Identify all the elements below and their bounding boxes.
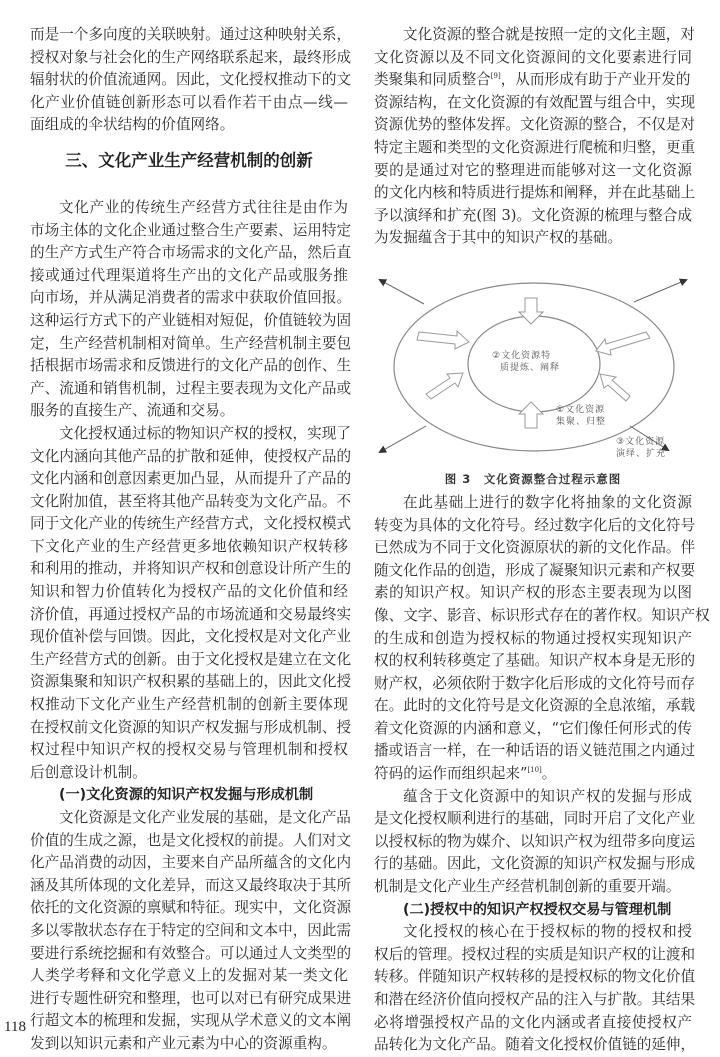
- paragraph-resources: [30, 807, 352, 1056]
- text-line: 行超文本的梳理和发掘，实现从学术意义的文本阐: [30, 1012, 352, 1030]
- text-line: 济价值，再通过授权产品的市场流通和交易最终实: [30, 605, 352, 623]
- text-line: 播或语言一样，在一种话语的语义链范围之内通过: [374, 742, 696, 760]
- text-line: 括根据市场需求和反馈进行的文化产品的创作、生: [30, 357, 352, 375]
- figure-3-diagram: [374, 264, 692, 464]
- text-line: 文化产业的传统生产经营方式往往是由作为: [59, 198, 348, 216]
- label-line: ③文化资源: [616, 436, 666, 447]
- text-line: 财产权，必须依附于数字化后形成的文化符号而存: [374, 674, 696, 692]
- paragraph-licensing-core: [374, 921, 696, 1057]
- arrow-out-top-right: [634, 280, 686, 302]
- text-line: 人类学考释和文化学意义上的发掘对某一类文化: [30, 967, 348, 985]
- paragraph-integration: [374, 24, 696, 250]
- text-line: 要进行系统挖掘和有效整合。可以通过人文类型的: [30, 944, 352, 962]
- text-line: 文化资源的整合就是按照一定的文化主题，对: [403, 26, 695, 43]
- text-line: 依托的文化资源的禀赋和特征。现实中，文化资源: [30, 899, 352, 917]
- text-line: 随文化作品的创造，形成了凝聚知识元素和产权要: [374, 561, 696, 579]
- text-line: 化产品消费的动因，主要来自产品所蕴含的文化内: [30, 854, 352, 872]
- paragraph-intro: [30, 24, 352, 137]
- text-line: 同于文化产业的传统生产经营方式，文化授权模式: [30, 515, 352, 533]
- text-line: 是文化授权顺利进行的基础，同时开启了文化产业: [374, 810, 696, 828]
- sub-heading-2: (二)授权中的知识产权授权交易与管理机制: [403, 901, 672, 918]
- paragraph-ip-formation: [374, 786, 696, 899]
- arrow-out-top-left: [380, 280, 424, 304]
- text-line: 品转化为文化产品。随着文化授权价值链的延伸，: [374, 1036, 696, 1054]
- hollow-arrow-right: [596, 332, 650, 355]
- label-line: 演绎、扩充: [616, 448, 667, 459]
- text-line: 文化授权的核心在于授权标的物的授权和授: [403, 923, 692, 941]
- text-line: 的生成和创造为授权标的物通过授权实现知识产: [374, 629, 692, 647]
- text-line: 在。此时的文化符号是文化资源的全息浓缩，承载: [374, 697, 696, 715]
- text-line: [374, 69, 692, 92]
- text-line: 予以演绎和扩充(图 3)。文化资源的梳理与整合成: [374, 206, 692, 224]
- hollow-arrow-left: [417, 331, 469, 349]
- arrow-out-bottom-left: [380, 426, 426, 452]
- text-line: 定，生产经营机制相对简单。生产经营机制主要包: [30, 334, 352, 352]
- section-heading: 三、文化产业生产经营机制的创新: [65, 150, 313, 170]
- hollow-arrow-lower-left: [426, 373, 463, 399]
- text-line: 文化授权通过标的物知识产权的授权，实现了: [59, 424, 351, 442]
- text-line: 生产经营方式的创新。由于文化授权是建立在文化: [30, 650, 352, 668]
- text-line: 下文化产业的生产经营更多地依赖知识产权转移: [30, 537, 348, 555]
- text-line: 价值的生成之源，也是文化授权的前提。人们对文: [30, 831, 352, 849]
- text-line: 后创意设计机制。: [30, 763, 147, 781]
- text-line: 素的知识产权。知识产权的形态主要表现为以图: [374, 584, 692, 602]
- text-line: 必将增强授权产品的文化内涵或者直接使授权产: [374, 1013, 692, 1031]
- text-line: 产、流通和销售机制，过程主要表现为文化产品或: [30, 379, 352, 397]
- text-line: 辐射状的价值流通网。因此，文化授权推动下的文: [30, 71, 352, 89]
- hollow-arrow-lower-right: [600, 374, 630, 401]
- text-line: 多以零散状态存在于特定的空间和文本中，因此需: [30, 921, 352, 939]
- text-line: 文化内涵和创意因素更加凸显，从而提升了产品的: [30, 470, 352, 488]
- right-column: [374, 24, 710, 1057]
- page-number: 118: [4, 1019, 26, 1035]
- text-line: 进行专题性研究和整理，也可以对已有研究成果进: [30, 989, 352, 1007]
- text-line: 发到以知识元素和产业元素为中心的资源重构。: [30, 1034, 337, 1052]
- label-inner-extract: [492, 350, 560, 374]
- text-line: 而是一个多向度的关联映射。通过这种映射关系，: [30, 26, 352, 43]
- text-line: 面组成的伞状结构的价值网络。: [30, 116, 235, 134]
- text-line: 文化内涵向其他产品的扩散和延伸，使授权产品的: [30, 447, 352, 465]
- text-line: 为发掘蕴含于其中的知识产权的基础。: [374, 229, 623, 247]
- text-line: 转移。伴随知识产权转移的是授权标的物文化价值: [374, 968, 696, 986]
- citation-ref[interactable]: [9]: [490, 72, 501, 81]
- text-line: 化产业价值链创新形态可以看作若干由点—线—: [30, 93, 348, 111]
- citation-ref[interactable]: [10]: [527, 766, 542, 775]
- text-fragment: ，从而形成有助于产业开发的: [500, 71, 691, 89]
- text-line: 权过程中知识产权的授权交易与管理机制和授权: [30, 741, 348, 759]
- text-line: 向市场，并从满足消费者的需求中获取价值回报。: [30, 289, 352, 307]
- text-line: 资源结构，在文化资源的有效配置与组合中，实现: [374, 93, 696, 111]
- label-gather: [556, 404, 606, 428]
- text-line: 文化附加值，甚至将其他产品转变为文化产品。不: [30, 492, 352, 510]
- text-line: 文化资源是文化产业发展的基础，是文化产品: [59, 809, 351, 826]
- text-line: 着文化资源的内涵和意义，“它们像任何形式的传: [374, 719, 692, 737]
- text-line: 的文化内核和特质进行提炼和阐释，并在此基础上: [374, 184, 696, 202]
- label-expand: [616, 436, 666, 460]
- text-line: 资源集聚和知识产权积累的基础上的，因此文化授: [30, 673, 352, 691]
- text-line: 在授权前文化资源的知识产权发掘与形成机制、授: [30, 718, 352, 736]
- sub-heading-1: (一)文化资源的知识产权发掘与形成机制: [59, 787, 314, 804]
- label-line: ①文化资源: [556, 404, 606, 415]
- left-column: [30, 24, 352, 1056]
- paragraph-licensing: [30, 423, 352, 785]
- hollow-arrow-bottom: [519, 402, 543, 428]
- text-fragment: 。: [541, 765, 557, 783]
- text-line: 和潜在经济价值向授权产品的注入与扩散。其结果: [374, 991, 696, 1008]
- text-line: 文化资源以及不同文化资源间的文化要素进行同: [374, 48, 692, 66]
- text-line: [374, 763, 692, 786]
- paragraph-traditional-mode: [30, 197, 352, 423]
- text-line: 在此基础上进行的数字化将抽象的文化资源: [403, 493, 692, 511]
- text-line: 资源优势的整体发挥。文化资源的整合，不仅是对: [374, 116, 696, 134]
- text-line: 权的权利转移奠定了基础。知识产权本身是无形的: [374, 652, 696, 670]
- label-line: 集聚、归整: [556, 416, 607, 427]
- label-line: 质提炼、阐释: [500, 362, 561, 373]
- text-line: 现价值补偿与回馈。因此，文化授权是对文化产业: [30, 628, 352, 646]
- text-line: 转变为具体的文化符号。经过数字化后的文化符号: [374, 516, 696, 534]
- text-line: 已然成为不同于文化资源原状的新的文化作品。伴: [374, 539, 696, 557]
- text-line: 市场主体的文化企业通过整合生产要素、运用特定: [30, 221, 352, 239]
- text-line: 这种运行方式下的产业链相对短促，价值链较为固: [30, 311, 352, 329]
- text-line: 接或通过代理渠道将生产出的文化产品或服务推: [30, 266, 348, 284]
- figure-caption: 图 3 文化资源整合过程示意图: [444, 471, 622, 486]
- text-line: 权推动下文化产业生产经营机制的创新主要体现: [30, 696, 348, 714]
- text-line: 服务的直接生产、流通和交易。: [30, 402, 235, 420]
- hollow-arrow-top: [519, 298, 543, 324]
- text-line: 要的是通过对它的整理进而能够对这一文化资源: [374, 161, 692, 179]
- text-line: 涵及其所体现的文化差异，而这又最终取决于其所: [30, 876, 352, 894]
- text-fragment: 类聚集和同质整合: [374, 71, 491, 89]
- paragraph-digitization: [374, 492, 710, 786]
- text-line: 和利用的推动，并将知识产权和创意设计所产生的: [30, 560, 352, 578]
- label-line: ②文化资源特: [492, 350, 552, 361]
- text-line: 蕴含于文化资源中的知识产权的发掘与形成: [403, 787, 692, 805]
- text-line: 以授权标的物为媒介、以知识产权为纽带多向度运: [374, 832, 696, 850]
- text-line: 知识和智力价值转化为授权产品的文化价值和经: [30, 583, 348, 601]
- text-line: 的生产方式生产符合市场需求的文化产品，然后直: [30, 244, 352, 262]
- text-line: 机制是文化产业生产经营机制创新的重要开端。: [374, 878, 681, 896]
- text-fragment: 符码的运作而组织起来”: [374, 765, 528, 783]
- text-line: 特定主题和类型的文化资源进行爬梳和归整，更重: [374, 138, 696, 156]
- text-line: 行的基础。因此，文化资源的知识产权发掘与形成: [374, 855, 696, 873]
- text-line: 授权对象与社会化的生产网络联系起来，最终形成: [30, 48, 352, 66]
- text-line: 像、文字、影音、标识形式存在的著作权。知识产权: [374, 606, 710, 624]
- text-line: 权后的管理。授权过程的实质是知识产权的让渡和: [374, 945, 696, 963]
